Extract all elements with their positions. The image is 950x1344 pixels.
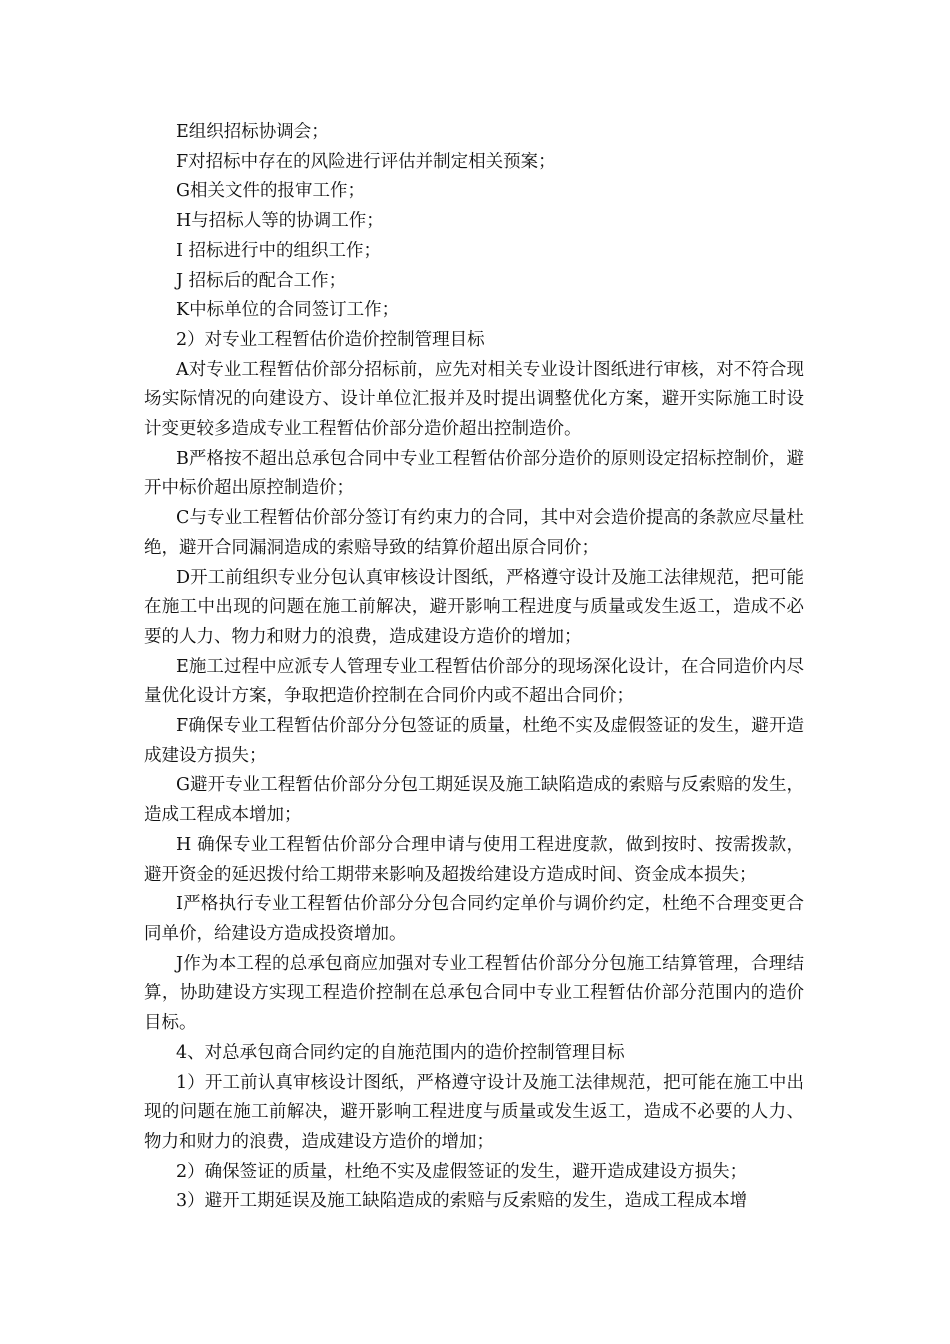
paragraph-target-h: H 确保专业工程暂估价部分合理申请与使用工程进度款，做到按时、按需拨款，避开资金的延迟拨付给工期带来影响及超拨给建设方造成时间、资金成本损失； <box>144 834 804 885</box>
paragraph-self-1: 1）开工前认真审核设计图纸，严格遵守设计及施工法律规范，把可能在施工中出现的问题在施工前解决，避开影响工程进度与质量或发生返工，造成不必要的人力、物力和财力的浪费，造成建设方造价的增加； <box>144 1072 804 1152</box>
paragraph-target-a: A对专业工程暂估价部分招标前，应先对相关专业设计图纸进行审核，对不符合现场实际情况的向建设方、设计单位汇报并及时提出调整优化方案，避开实际施工时设计变更较多造成专业工程暂估价部分造价超出控制造价。 <box>144 359 804 440</box>
paragraph-item-e-meeting: E组织招标协调会； <box>176 122 329 142</box>
paragraph-target-j: J作为本工程的总承包商应加强对专业工程暂估价部分分包施工结算管理，合理结算，协助建设方实现工程造价控制在总承包合同中专业工程暂估价部分范围内的造价目标。 <box>144 953 804 1034</box>
paragraph-self-2: 2）确保签证的质量，杜绝不实及虚假签证的发生，避开造成建设方损失； <box>176 1161 748 1182</box>
paragraph-item-k-contract: K中标单位的合同签订工作； <box>176 300 400 321</box>
paragraph-target-f: F确保专业工程暂估价部分分包签证的质量，杜绝不实及虚假签证的发生，避开造成建设方损失； <box>144 716 804 766</box>
section-heading-self-construction: 4、对总承包商合同约定的自施范围内的造价控制管理目标 <box>176 1042 625 1063</box>
paragraph-target-d: D开工前组织专业分包认真审核设计图纸，严格遵守设计及施工法律规范，把可能在施工中出现的问题在施工前解决，避开影响工程进度与质量或发生返工，造成不必要的人力、物力和财力的浪费，造成建设方造价的增加； <box>144 567 804 647</box>
paragraph-item-j-cooperation: J 招标后的配合工作； <box>176 270 347 291</box>
section-heading-provisional-sum: 2）对专业工程暂估价造价控制管理目标 <box>176 329 485 350</box>
paragraph-item-i-organization: I 招标进行中的组织工作； <box>176 240 381 261</box>
paragraph-item-h-coordination: H与招标人等的协调工作； <box>176 211 384 232</box>
paragraph-self-3: 3）避开工期延误及施工缺陷造成的索赔与反索赔的发生，造成工程成本增 <box>176 1191 748 1212</box>
paragraph-target-c: C与专业工程暂估价部分签订有约束力的合同，其中对会造价提高的条款应尽量杜绝，避开合同漏洞造成的索赔导致的结算价超出原合同价； <box>144 508 804 558</box>
paragraph-target-b: B严格按不超出总承包合同中专业工程暂估价部分造价的原则设定招标控制价，避开中标价超出原控制造价； <box>144 448 804 499</box>
paragraph-item-f-risk: F对招标中存在的风险进行评估并制定相关预案； <box>176 151 556 172</box>
paragraph-target-i: I严格执行专业工程暂估价部分分包合同约定单价与调价约定，杜绝不合理变更合同单价，给建设方造成投资增加。 <box>144 894 804 944</box>
document-page <box>144 118 804 1217</box>
paragraph-item-g-review: G相关文件的报审工作； <box>176 181 365 202</box>
paragraph-target-g: G避开专业工程暂估价部分分包工期延误及施工缺陷造成的索赔与反索赔的发生，造成工程成本增加； <box>144 775 804 826</box>
paragraph-target-e: E施工过程中应派专人管理专业工程暂估价部分的现场深化设计，在合同造价内尽量优化设计方案，争取把造价控制在合同价内或不超出合同价； <box>144 656 804 707</box>
